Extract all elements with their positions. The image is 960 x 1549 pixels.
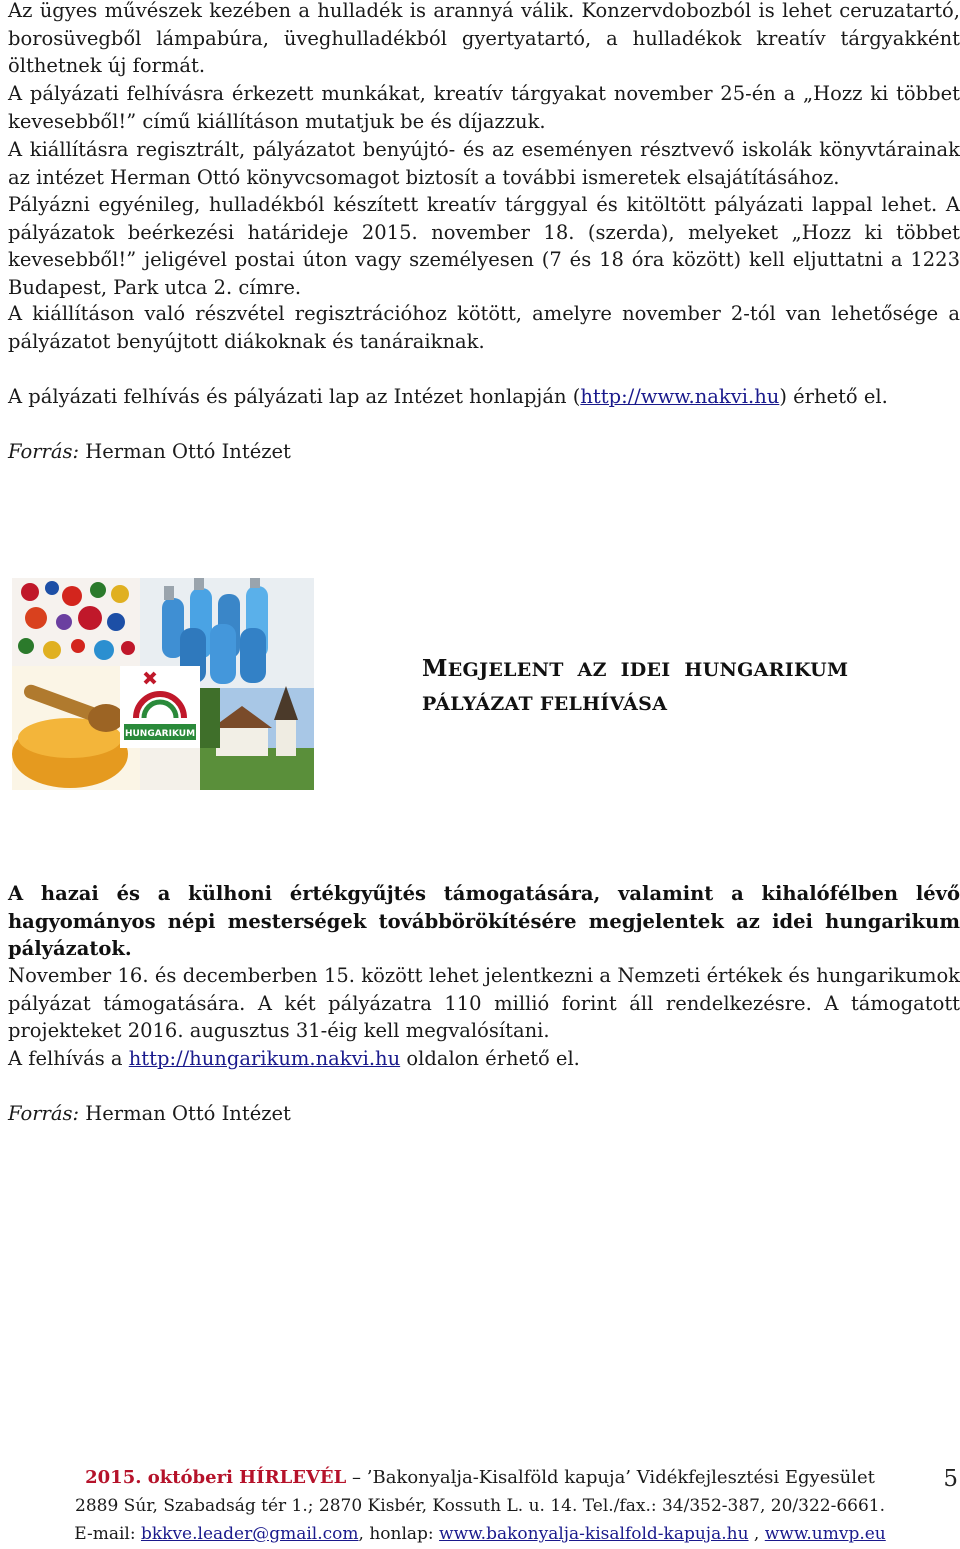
nakvi-link[interactable]: http://www.nakvi.hu xyxy=(580,385,780,408)
article1-p6-text-before: A pályázati felhívás és pályázati lap az Intézet honlapján ( xyxy=(8,385,581,408)
footer-line-1 xyxy=(0,1464,960,1492)
article1-paragraph-2: A pályázati felhívásra érkezett munkákat, kreatív tárgyakat november 25-én a „Hozz ki többet kevesebből!” című kiállításon mutatjuk be és díjazzuk. xyxy=(8,82,960,133)
article1-paragraph-1: Az ügyes művészek kezében a hulladék is arannyá válik. Konzervdobozból is lehet ceruzatartó, borosüvegből lámpabúra, üveghulladékból gyertyatartó, a hulladékok kreatív tárgyakként ölthetnek új formát. xyxy=(8,0,960,78)
newsletter-footer xyxy=(0,1464,960,1549)
article2-paragraph-2 xyxy=(8,1045,960,1073)
hungarikum-logo-image xyxy=(120,666,200,748)
article1-paragraph-6 xyxy=(8,383,960,411)
footer-address: 2889 Súr, Szabadság tér 1.; 2870 Kisbér, Kossuth L. u. 14. Tel./fax.: 34/352-387, 20/322-6661. xyxy=(75,1496,885,1516)
organization-name: – ’Bakonyalja-Kisalföld kapuja’ Vidékfejlesztési Egyesület xyxy=(346,1467,875,1488)
article2-p2-text-after: oldalon érhető el. xyxy=(400,1047,580,1070)
article2-paragraph-1: November 16. és decemberben 15. között lehet jelentkezni a Nemzeti értékek és hungarikumok pályázat támogatására. A két pályázatra 110 millió forint áll rendelkezésre. A támogatott projekteket 2016. augusztus 31-éig kell megvalósítani. xyxy=(8,964,960,1043)
website-link-1[interactable]: www.bakonyalja-kisalfold-kapuja.hu xyxy=(439,1524,749,1544)
source-name: Herman Ottó Intézet xyxy=(79,440,291,463)
hungarikum-link[interactable]: http://hungarikum.nakvi.hu xyxy=(128,1047,401,1070)
page-number: 5 xyxy=(943,1466,958,1492)
hungarikum-logo-text: HUNGARIKUM xyxy=(124,729,196,739)
web-separator: , xyxy=(748,1524,765,1544)
web-label: , honlap: xyxy=(358,1524,440,1544)
article1-p6-text-after: ) érhető el. xyxy=(779,385,888,408)
embroidery-image xyxy=(12,578,140,666)
article2-title-line-2: PÁLYÁZAT FELHÍVÁSA xyxy=(422,693,668,715)
article2-source xyxy=(8,1100,960,1128)
source-name: Herman Ottó Intézet xyxy=(79,1102,291,1125)
article1-paragraph-4: Pályázni egyénileg, hulladékból készített kreatív tárggyal és kitöltött pályázati lappal lehet. A pályázatok beérkezési határideje 2015. november 18. (szerda), melyeket „Hozz ki többet kevesebből!” jeligével postai úton vagy személyesen (7 és 18 óra között) kell eljuttatni a 1223 Budapest, Park utca 2. címre. xyxy=(8,193,960,299)
article1-paragraph-5: A kiállításon való részvétel regisztrációhoz kötött, amelyre november 2-tól van lehetősége a pályázatot benyújtott diákoknak és tanáraiknak. xyxy=(8,302,960,353)
article2-p2-text-before: A felhívás a xyxy=(8,1047,129,1070)
source-label: Forrás: xyxy=(8,1102,80,1125)
article1-paragraph-3: A kiállításra regisztrált, pályázatot benyújtó- és az eseményen résztvevő iskolák könyvtárainak az intézet Herman Ottó könyvcsomagot biztosít a további ismeretek elsajátításához. xyxy=(8,138,960,189)
hungarikum-collage-image xyxy=(12,578,314,790)
article2-title-line-1-rest: EGJELENT AZ IDEI HUNGARIKUM xyxy=(447,659,849,681)
newsletter-title: 2015. októberi HÍRLEVÉL xyxy=(85,1467,347,1488)
source-label: Forrás: xyxy=(8,440,80,463)
website-link-2[interactable]: www.umvp.eu xyxy=(764,1524,886,1544)
village-church-image xyxy=(200,686,314,790)
article2-title-line-1 xyxy=(422,652,892,687)
email-label: E-mail: xyxy=(74,1524,141,1544)
email-link[interactable]: bkkve.leader@gmail.com xyxy=(140,1524,359,1544)
article1-source xyxy=(8,438,960,466)
footer-contacts xyxy=(0,1520,960,1548)
article2-title-first-letter: M xyxy=(422,655,448,682)
article2-title xyxy=(422,652,892,721)
article2-lead: A hazai és a külhoni értékgyűjtés támogatására, valamint a kihalófélben lévő hagyományos népi mesterségek továbbörökítésére megjelentek az idei hungarikum pályázatok. xyxy=(8,882,960,961)
